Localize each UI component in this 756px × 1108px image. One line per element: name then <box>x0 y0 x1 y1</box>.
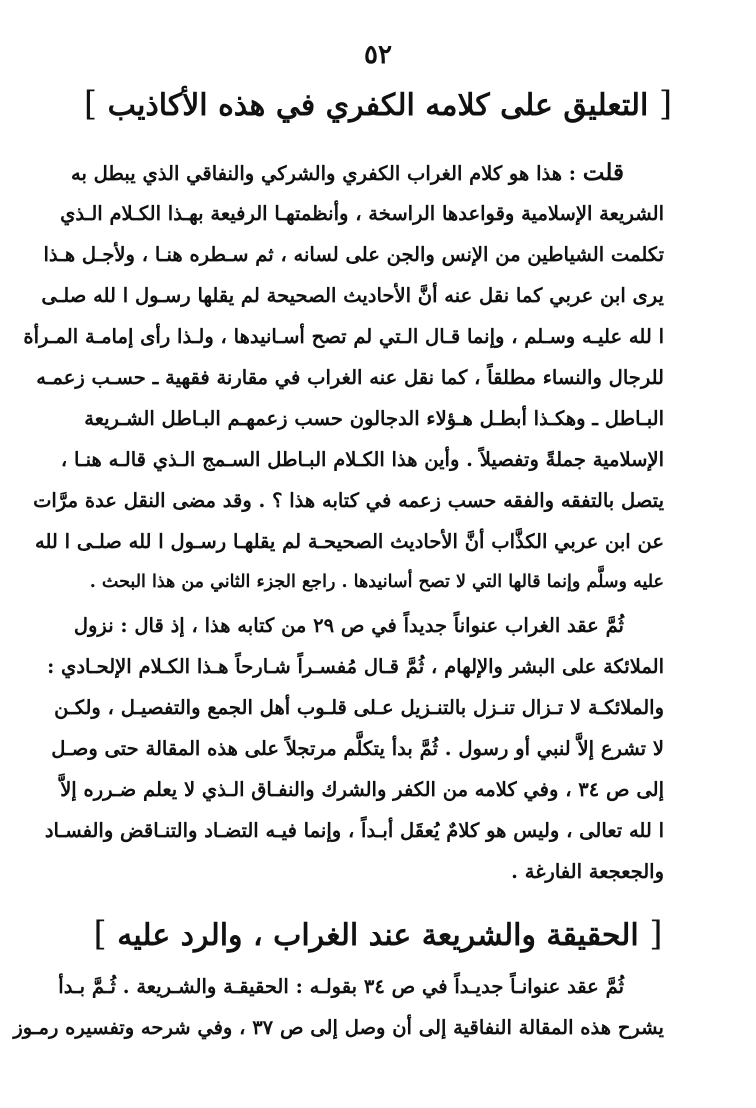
lead-word: قلت <box>582 159 624 186</box>
paragraph-line: يتصل بالتفقه والفقه حسب زعمه في كتابه هذا ؟ . وقد مضى النقل عدة مرَّات <box>33 489 664 512</box>
line-text: : هذا هو كلام الغراب الكفري والشركي والنفاقي الذي يبطل به <box>70 162 576 185</box>
paragraph-line: ثُمَّ عقد الغراب عنواناً جديداً في ص ٢٩ من كتابه هذا ، إذ قال : نزول <box>73 614 624 637</box>
section-heading-commentary <box>0 84 756 124</box>
paragraph-line: الشريعة الإسلامية وقواعدها الراسخة ، وأنظمتهـا الرفيعة بهـذا الكـلام الـذي <box>60 202 664 225</box>
paragraph-line: يشرح هذه المقالة النفاقية إلى أن وصل إلى ص ٣٧ ، وفي شرحه وتفسيره رمـوز <box>13 1016 664 1039</box>
heading-close-bracket: ] <box>93 914 107 954</box>
heading-text: الحقيقة والشريعة عند الغراب ، والرد عليه <box>117 918 639 953</box>
paragraph-line: تكلمت الشياطين من الإنس والجن على لسانه ، ثم سـطره هنـا ، ولأجـل هـذا <box>43 243 664 266</box>
paragraph-line: عليه وسلَّم وإنما قالها التي لا تصح أسانيدها . راجع الجزء الثاني من هذا البحث . <box>89 572 664 592</box>
page-number: ٥٢ <box>364 40 392 70</box>
paragraph-line: للرجال والنساء مطلقاً ، كما نقل عنه الغراب في مقارنة فقهية ـ حسـب زعمـه <box>36 366 664 389</box>
paragraph-line: يرى ابن عربي كما نقل عنه أنَّ الأحاديث الصحيحة لم يقلها رسـول ا لله صلـى <box>41 284 664 307</box>
paragraph-line: الملائكة على البشر والإلهام ، ثُمَّ قـال مُفسـراً شـارحاً هـذا الكـلام الإلحـادي : <box>47 655 664 678</box>
section-heading-truth-and-sharia <box>0 914 756 954</box>
heading-text: التعليق على كلامه الكفري في هذه الأكاذيب <box>107 88 649 123</box>
paragraph-line: ا لله تعالى ، وليس هو كلامٌ يُعقَل أبـداً ، وإنما فيـه التضـاد والتنـاقض والفسـاد <box>44 819 664 842</box>
paragraph-line: لا تشرع إلاَّ لنبي أو رسول . ثُمَّ بدأ يتكلَّم مرتجلاً على هذه المقالة حتى وصـل <box>51 737 664 760</box>
paragraph-line: الإسلامية جملةً وتفصيلاً . وأين هذا الكـلام البـاطل السـمج الـذي قالـه هنـا ، <box>60 448 664 471</box>
paragraph-angels <box>44 605 664 892</box>
paragraph-line <box>70 152 664 193</box>
paragraph-line: إلى ص ٣٤ ، وفي كلامه من الكفر والشرك والنفـاق الـذي لا يعلم ضـرره إلاَّ <box>60 778 664 801</box>
paragraph-line: والملائكـة لا تـزال تنـزل بالتنـزيل عـلى قلـوب أهل الجمع والتفصيـل ، ولكـن <box>54 696 664 719</box>
paragraph-line: ا لله عليـه وسـلم ، وإنما قـال الـتي لم تصح أسـانيدها ، ولـذا رأى إمامـة المـرأة <box>23 325 664 348</box>
heading-open-bracket: [ <box>658 84 673 124</box>
paragraph-line: والجعجعة الفارغة . <box>511 860 664 883</box>
paragraph-line: عن ابن عربي الكذَّاب أنَّ الأحاديث الصحيحـة لم يقلهـا رسـول ا لله صلـى ا لله <box>35 530 664 553</box>
paragraph-line: البـاطل ـ وهكـذا أبطـل هـؤلاء الدجالون حسب زعمهـم البـاطل الشـريعة <box>84 407 664 430</box>
paragraph-line: ثُمَّ عقد عنوانـاً جديـداً في ص ٣٤ بقولـه : الحقيقـة والشـريعة . ثُـمَّ بـدأ <box>58 975 624 998</box>
paragraph-commentary <box>23 152 664 603</box>
heading-open-bracket: [ <box>649 914 663 954</box>
heading-close-bracket: ] <box>83 84 98 124</box>
paragraph-truth-and-sharia <box>13 966 664 1048</box>
